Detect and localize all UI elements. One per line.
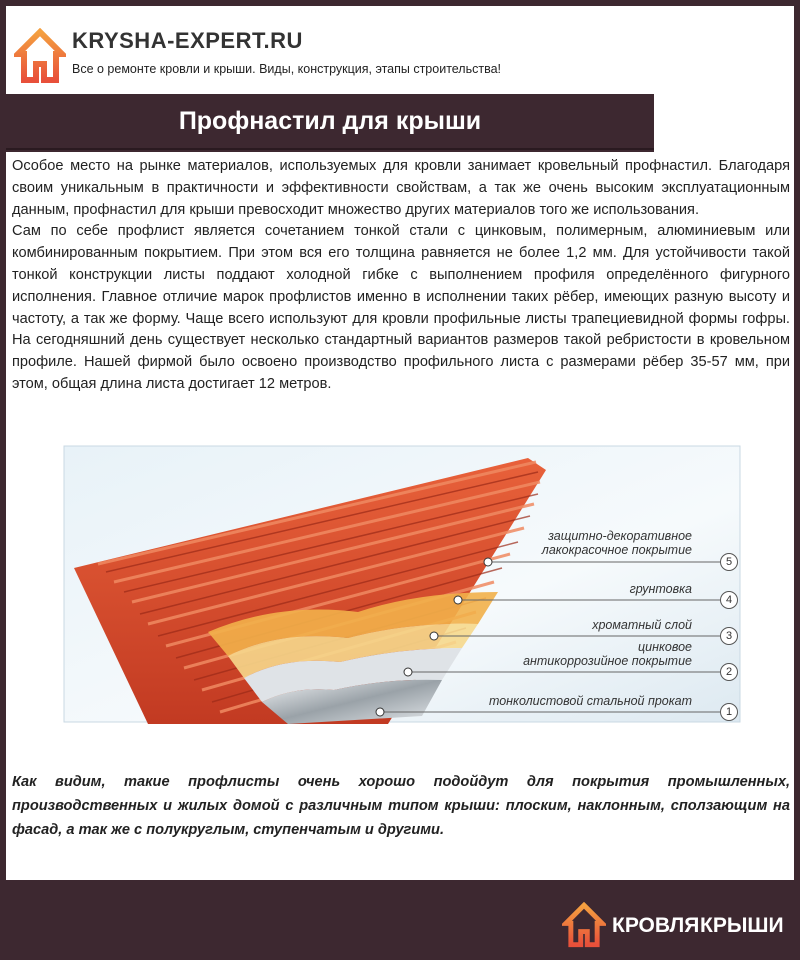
page-frame [6,6,794,954]
layer-label-1: тонколистовой стальной прокат [488,694,692,708]
layer-number-2: 2 [720,663,738,681]
layer-label-3: хроматный слой [592,618,692,632]
conclusion-text: Как видим, такие профлисты очень хорошо подойдут для покрытия промышленных, производственных и жилых домой с различным типом крыши: плоским, наклонным, сползающим на фасад, а так же с полукруглым, ступенчатым и другими. [12,774,790,838]
footer-brand[interactable]: КРОВЛЯ [612,914,700,937]
site-name[interactable]: KRYSHA-EXPERT.RU [72,28,303,53]
footer-brand-accent[interactable]: КРЫШИ [700,914,784,937]
layer-number-5: 5 [720,553,738,571]
layer-label-4: грунтовка [629,582,692,596]
roof-sheet-layers-figure [58,442,746,728]
article-body [12,156,790,396]
house-icon [14,28,66,84]
title-band [6,94,794,152]
site-footer [0,880,800,960]
article-paragraph: Особое место на рынке материалов, используемых для кровли занимает кровельный профнастил. Благодаря своим уникальным в практичности и эффективности свойствам, а так же очень высоким эксплуатационным данным, профнастил для крыши превосходит множество других материалов того же использования. [12,158,790,218]
layer-number-4: 4 [720,591,738,609]
layer-number-3: 3 [720,627,738,645]
house-icon[interactable] [562,902,606,948]
layer-label-5: защитно-декоративное лакокрасочное покрытие [541,529,692,557]
site-tagline: Все о ремонте кровли и крыши. Виды, конструкция, этапы строительства! [72,62,502,76]
page-title: Профнастил для крыши [178,106,482,135]
site-header [6,6,794,94]
article-paragraph: Сам по себе профлист является сочетанием тонкой стали с цинковым, полимерным, алюминиевым или комбинированным покрытием. При этом вся его толщина равняется не более 1,2 мм. Для устойчивости такой тонкой конструкции листы поддают холодной гибке с выполнением профиля определённого фигурного исполнения. Главное отличие марок профлистов именно в исполнении таких рёбер, имеющих разную высоту и частоту, а так же форму. Чаще всего используют для кровли профильные листы трапециевидной формы гофры. На сегодняшний день существует несколько стандартный вариантов размеров такой ребристости в кровельном профиле. Нашей фирмой было освоено производство профильного листа с размерами рёбер 35-57 мм, при этом, общая длина листа достигает 12 метров. [12,223,790,392]
layer-number-1: 1 [720,703,738,721]
layer-label-2: цинковое антикоррозийное покрытие [523,640,692,668]
